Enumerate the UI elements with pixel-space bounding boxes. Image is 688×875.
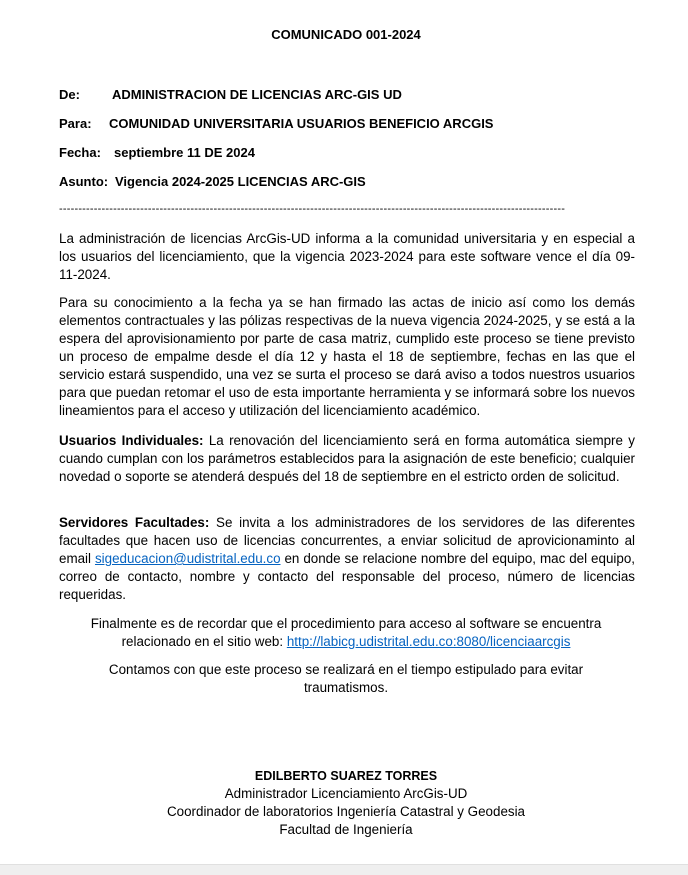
signature-name: EDILBERTO SUAREZ TORRES <box>254 769 438 783</box>
servers-label: Servidores Facultades: <box>59 515 210 530</box>
document-title: COMUNICADO 001-2024 <box>271 27 421 42</box>
signature-block <box>0 767 688 839</box>
to-label: Para: <box>59 116 92 131</box>
paragraph-status: Para su conocimiento a la fecha ya se han firmado las actas de inicio así como los demás elementos contractuales y las pólizas respectivas de la nueva vigencia 2024-2025, y se está a la espera del aprovisionamiento por parte de casa matriz, cumplido este proceso se tiene previsto un proceso de empalme desde el día 12 y hasta el 18 de septiembre, fechas en las que el servicio estará suspendido, una vez se surta el proceso se dará aviso a todos nuestros usuarios para que puedan retomar el uso de esta importante herramienta y se informará sobre los nuevos lineamientos para el acceso y utilización del licenciamiento académico. <box>59 295 635 418</box>
from-value: ADMINISTRACION DE LICENCIAS ARC-GIS UD <box>112 87 402 102</box>
separator-line: ----------------------------------------------------------------------------------------------------------------------------------- <box>59 203 566 215</box>
date-label: Fecha: <box>59 145 101 160</box>
from-row <box>59 87 402 102</box>
subject-label: Asunto: <box>59 174 109 189</box>
site-link[interactable]: http://labicg.udistrital.edu.co:8080/licenciaarcgis <box>286 634 571 649</box>
individual-users-text: La renovación del licenciamiento será en forma automática siempre y cuando cumplan con los parámetros establecidos para la asignación de este beneficio; cualquier novedad o soporte se atenderá después del 18 de septiembre en el estricto orden de solicitud. <box>59 433 635 484</box>
paragraph-intro: La administración de licencias ArcGis-UD informa a la comunidad universitaria y en especial a los usuarios del licenciamiento, que la vigencia 2023-2024 para este software vence el día 09-11-2024. <box>59 231 635 282</box>
from-label: De: <box>59 87 80 102</box>
servers-text-after: en donde se relacione nombre del equipo, mac del equipo, correo de contacto, nombre y contacto del responsable del proceso, número de licencias requeridas. <box>59 551 635 602</box>
signature-role-1: Administrador Licenciamiento ArcGis-UD <box>224 786 468 801</box>
closing-expectation: Contamos con que este proceso se realizará en el tiempo estipulado para evitar traumatismos. <box>108 662 584 695</box>
date-value: septiembre 11 DE 2024 <box>114 145 255 160</box>
subject-value: Vigencia 2024-2025 LICENCIAS ARC-GIS <box>115 174 366 189</box>
date-row <box>59 145 255 160</box>
individual-users-label: Usuarios Individuales: <box>59 433 204 448</box>
servers-text-before: Se invita a los administradores de los servidores de las diferentes facultades que hacen uso de licencias concurrentes, a enviar solicitud de aprovicionaminto al email <box>59 515 635 566</box>
signature-faculty: Facultad de Ingeniería <box>279 822 413 837</box>
paragraph-servers <box>59 514 635 604</box>
to-row <box>59 116 494 131</box>
email-link[interactable]: sigeducacion@udistrital.edu.co <box>94 551 281 566</box>
paragraph-individual-users <box>59 432 635 486</box>
closing-procedure-text: Finalmente es de recordar que el procedimiento para acceso al software se encuentra relacionado en el sitio web: <box>90 616 602 649</box>
signature-role-2: Coordinador de laboratorios Ingeniería Catastral y Geodesia <box>166 804 526 819</box>
page-bottom-gutter <box>0 864 688 875</box>
to-value: COMUNIDAD UNIVERSITARIA USUARIOS BENEFICIO ARCGIS <box>109 116 494 131</box>
closing-procedure <box>0 615 688 651</box>
subject-row <box>59 174 366 189</box>
